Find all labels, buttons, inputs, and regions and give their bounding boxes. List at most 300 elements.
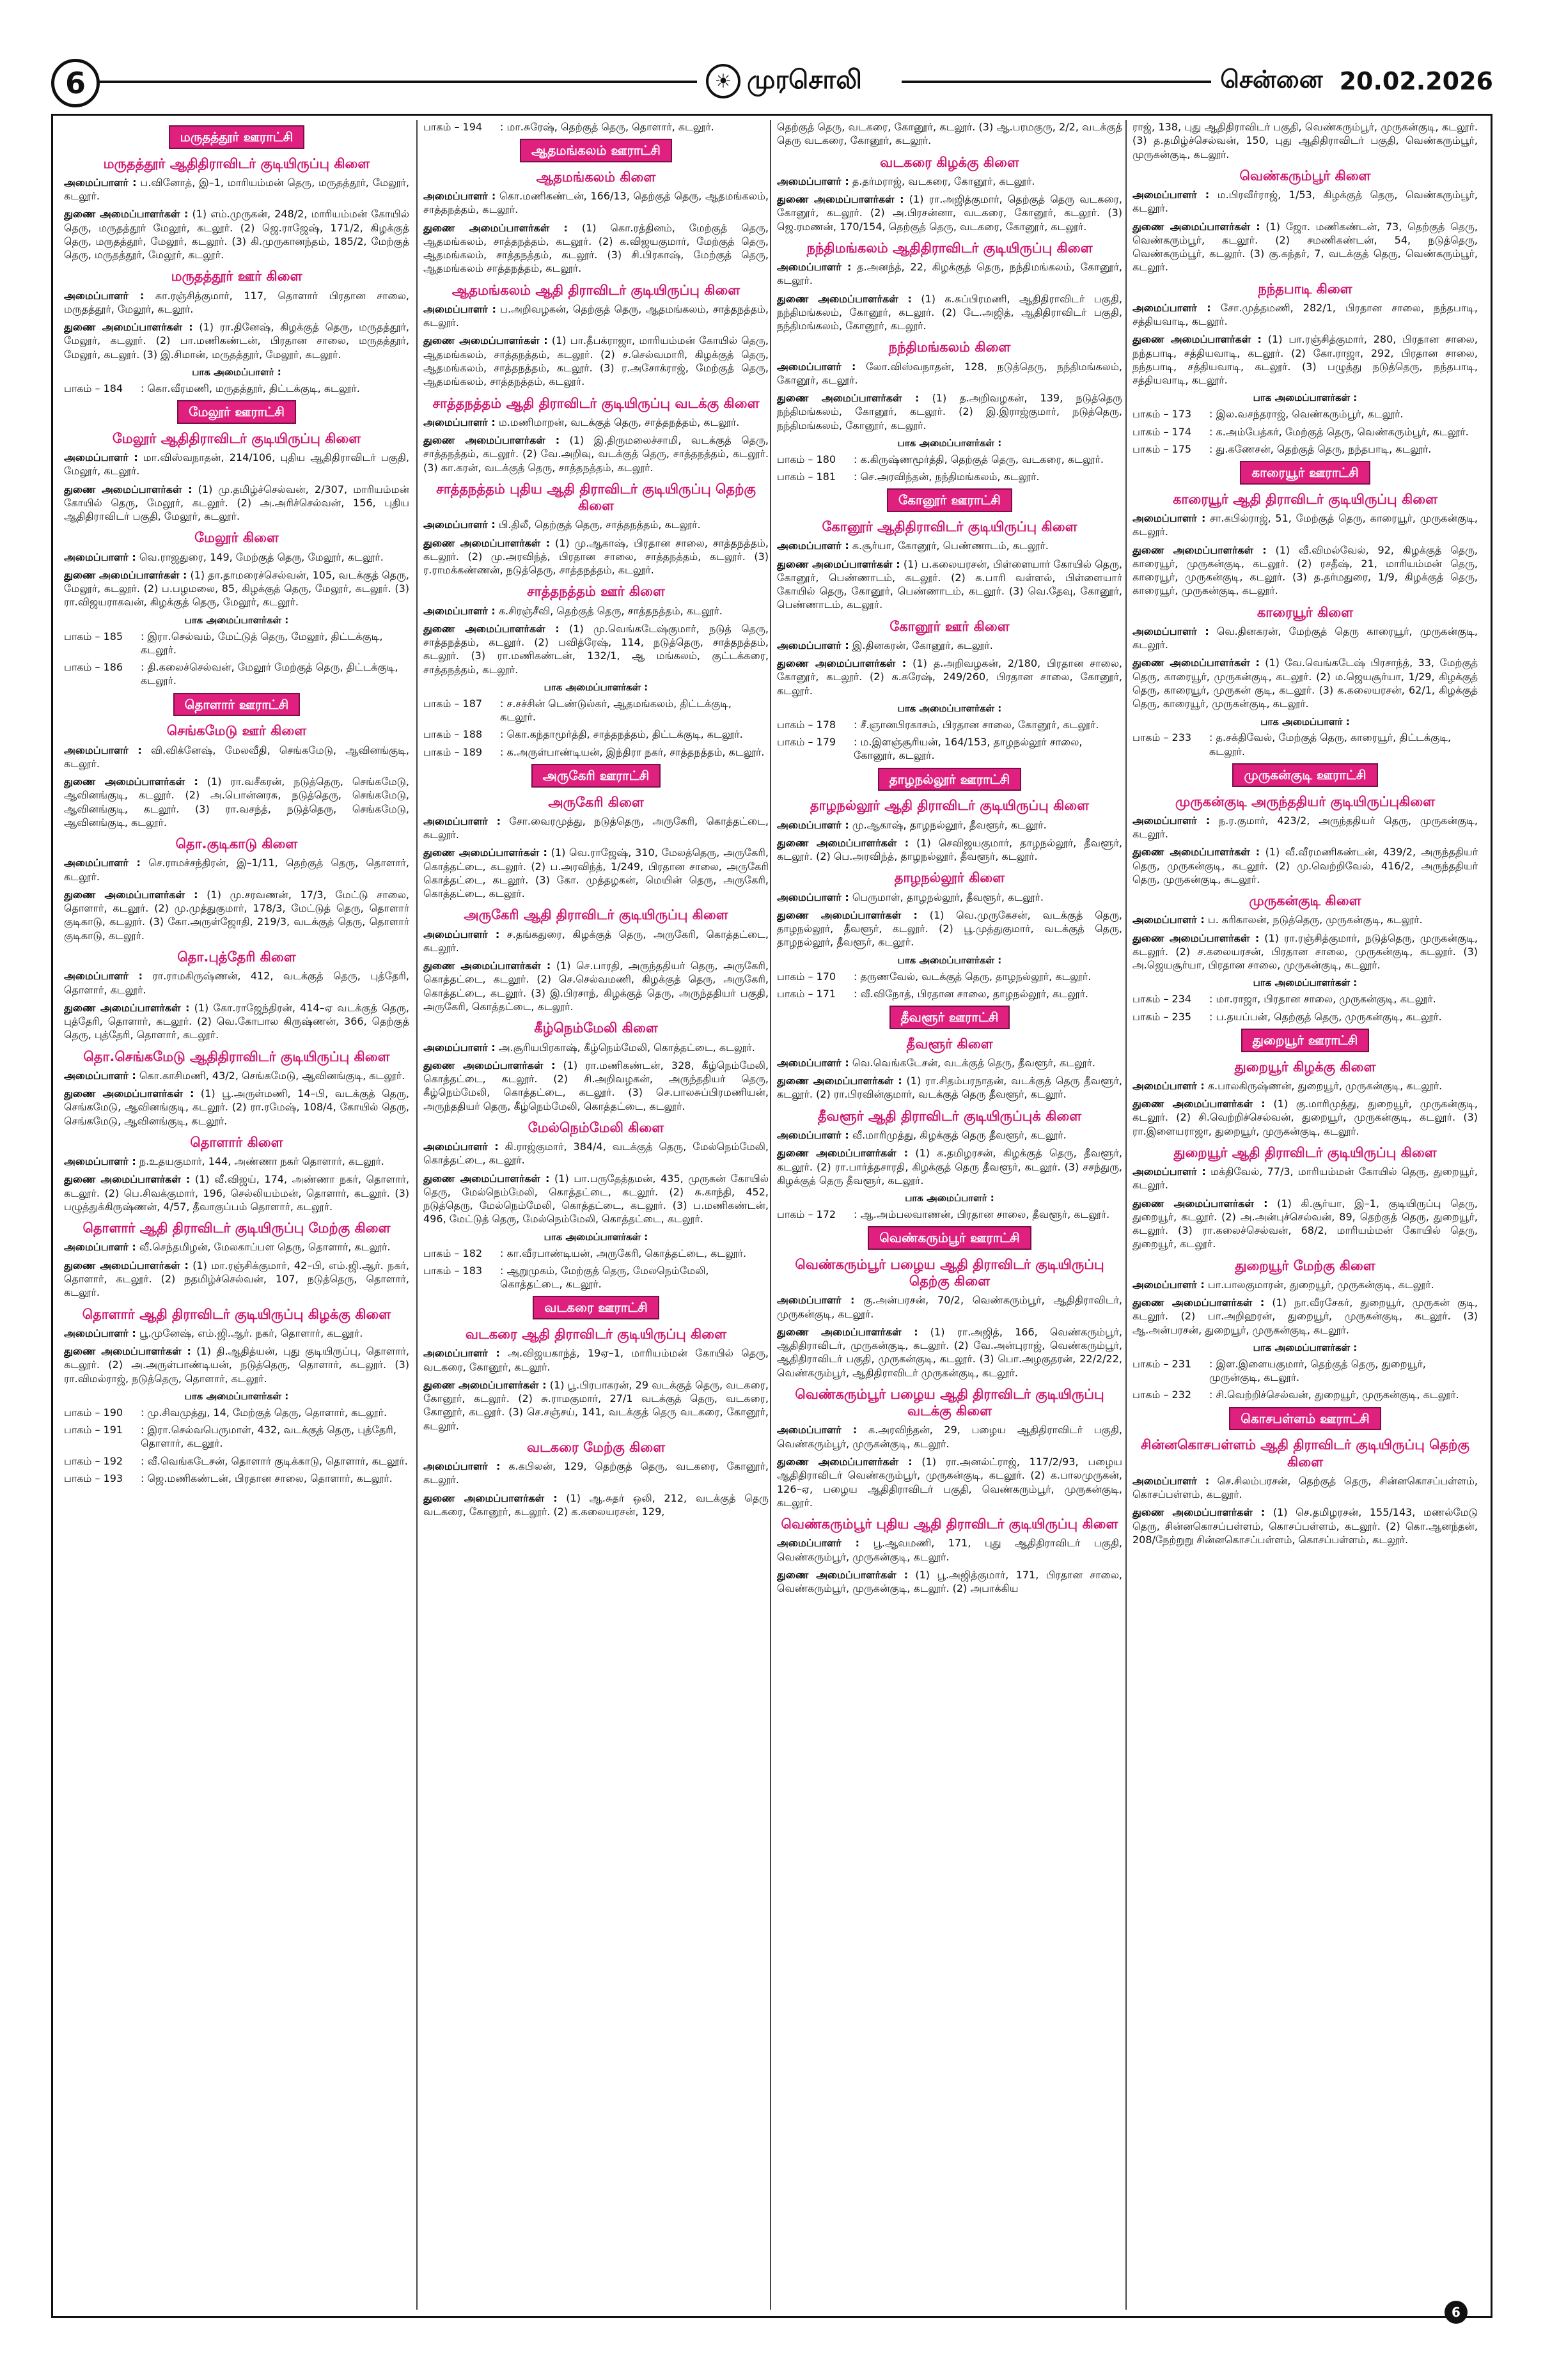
booth-number: பாகம் – 182	[423, 1247, 483, 1259]
role-label: துணை அமைப்பாளர்கள் :	[64, 208, 189, 221]
member-details: செ.சிலம்பரசன், தெற்குத் தெரு, சின்னகொசப்பள்ளம், கொசப்பள்ளம், கடலூர்.	[1132, 1474, 1478, 1501]
member-details: (1) கொ.ரத்தினம், மேற்குத் தெரு, ஆதமங்கலம், சாத்தநத்தம், கடலூர். (2) க.விஜயகுமார், மேற்குத் தெரு, ஆதமங்கலம், சாத்தநத்தம், கடலூர். (3) சி.பிரகாஷ், மேற்குத் தெரு, ஆதமங்கலம் சாத்தநத்தம், கடலூர்.	[423, 221, 769, 275]
branch-heading: செங்கமேடு ஊர் கிளை	[166, 723, 307, 739]
member-details: க.பாலகிருஷ்ணன், துறையூர், முருகன்குடி, கடலூர்.	[1204, 1079, 1443, 1092]
panchayat-badge-row	[777, 1006, 1122, 1029]
branch-heading: மருதத்தூர் ஊர் கிளை	[171, 268, 302, 284]
member-details: (1) இ.திருமலைச்சாமி, வடக்குத் தெரு, சாத்தநத்தம், கடலூர். (2) வே.அறிவு, வடக்குத் தெரு, சாத்தநத்தம், கடலூர். (3) கா.கரன், வடக்குத் தெரு, சாத்தநத்தம், கடலூர்.	[423, 434, 769, 474]
member-details: (1) ஜோ. மணிகண்டன், 73, தெற்குத் தெரு, வெண்கரும்பூர், கடலூர். (2) சமணிகண்டன், 54, நடுத்தெரு, வெண்கரும்பூர், கடலூர். (3) கு.கந்தர், 7, வடக்குத் தெரு, வெண்கரும்பூர், கடலூர்.	[1132, 220, 1478, 274]
booth-row	[64, 660, 409, 688]
member-entry	[64, 176, 409, 203]
role-label: துணை அமைப்பாளர்கள் :	[423, 1059, 556, 1071]
role-label: துணை அமைப்பாளர்கள் :	[64, 321, 193, 334]
panchayat-badge: மருதத்தூர் ஊராட்சி	[169, 125, 305, 149]
role-label: துணை அமைப்பாளர்கள் :	[777, 392, 920, 405]
member-details: த.தர்மராஜ், வடகரை, கோனூர், கடலூர்.	[849, 175, 1035, 187]
member-entry	[1132, 543, 1478, 598]
member-entry	[777, 818, 1122, 832]
member-entry	[423, 334, 769, 388]
member-entry	[1132, 332, 1478, 387]
member-details: (1) வே.வெங்கடேஷ் பிரசாந்த், 33, மேற்குத் தெரு, காரையூர், முருகன்குடி, கடலூர். (2) ம.ஜெயசூர்யா, 1/29, கிழக்குத் தெரு, காரையூர், முருகன் குடி, கடலூர். (3) க.கலையரசன், 62/1, கிழக்குத் தெரு, காரையூர், முருகன்குடி, கடலூர்.	[1132, 657, 1478, 710]
panchayat-badge: வடகரை ஊராட்சி	[533, 1296, 659, 1319]
member-details: (1) பூ.பிரபாகரன், 29 வடக்குத் தெரு, வடகரை, கோனூர், கடலூர். (2) சு.ராமகுமார், 27/1 வடக்குத் தெரு, வடகரை, கோனூர், கடலூர். (3) செ.சஞ்சய், 141, வடக்குத் தெரு வடகரை, கோனூர், கடலூர்.	[423, 1378, 769, 1432]
booth-details: : வீ.விநோத், பிரதான சாலை, தாழநல்லூர், கடலூர்.	[854, 987, 1089, 1000]
member-details: க.கபிலன், 129, தெற்குத் தெரு, வடகரை, கோனூர், கடலூர்.	[423, 1460, 769, 1486]
branch-heading: வெண்கரும்பூர் பழைய ஆதி திராவிடர் குடியிருப்பு வடக்கு கிளை	[795, 1386, 1104, 1419]
member-entry	[423, 536, 769, 577]
member-entry	[64, 1155, 409, 1168]
role-label: துணை அமைப்பாளர்கள் :	[64, 1259, 189, 1272]
branch-heading: சின்னகொசபள்ளம் ஆதி திராவிடர் குடியிருப்பு தெற்கு கிளை	[1141, 1437, 1469, 1470]
booth-row	[1132, 731, 1478, 758]
member-details: க.சிரஞ்சீவி, தெற்குத் தெரு, சாத்தநத்தம், கடலூர்.	[495, 604, 723, 617]
page-number-badge: 6	[51, 59, 100, 107]
role-label: அமைப்பாளர் :	[777, 1056, 849, 1069]
booth-row	[777, 987, 1122, 1000]
member-details: (1) பா.தீபக்ராஜா, மாரியம்மன் கோயில் தெரு, ஆதமங்கலம், சாத்தநத்தம், கடலூர். (2) ச.செல்வமாரி, கிழக்குத் தெரு, ஆதமங்கலம், சாத்தநத்தம், கடலூர். (3) ர.அசோக்ராஜ், மேற்குத் தெரு, ஆதமங்கலம், சாத்தநத்தம், கடலூர்.	[423, 334, 769, 388]
role-label: துணை அமைப்பாளர்கள் :	[64, 568, 187, 581]
branch-heading: கோனூர் ஆதிதிராவிடர் குடியிருப்பு கிளை	[822, 519, 1077, 535]
booth-row	[1132, 442, 1478, 456]
role-label: அமைப்பாளர் :	[777, 1294, 855, 1307]
member-details: லோ.விஸ்வநாதன், 128, நடுத்தெரு, நந்திமங்கலம், கோனூர், கடலூர்.	[777, 360, 1122, 386]
member-details: ம.மணிமாறன், வடக்குத் தெரு, சாத்தநத்தம், கடலூர்.	[495, 416, 740, 428]
member-entry	[64, 1326, 409, 1340]
member-details: (1) செ.பாரதி, அருந்ததியர் தெரு, அருகேரி, கொத்தட்டை, கடலூர். (2) செ.செல்வமணி, கிழக்குத் தெரு, அருகேரி, கொத்தட்டை, கடலூர். (3) இ.பிரசாந், கிழக்குத் தெரு, அருந்ததியர் பகுதி, அருகேரி, கொத்தட்டை, கடலூர்.	[423, 960, 769, 1013]
role-label: அமைப்பாளர் :	[64, 857, 141, 869]
member-entry	[777, 891, 1122, 904]
member-entry	[1132, 1079, 1478, 1093]
member-entry	[777, 1423, 1122, 1451]
member-details: (1) மு.ஆகாஷ், பிரதான சாலை, சாத்தநத்தம், கடலூர். (2) மு.அரவிந்த், பிரதான சாலை, சாத்தநத்தம், கடலூர். (3) ர.ராமக்கண்ணன், நடுத்தெரு, சாத்தநத்தம், கடலூர்.	[423, 536, 769, 577]
member-entry	[1132, 931, 1478, 972]
member-entry	[423, 433, 769, 474]
booth-section-label: பாக அமைப்பாளர்கள் :	[1253, 1341, 1358, 1353]
booth-details: : க.கிருஷ்ணமூர்த்தி, தெற்குத் தெரு, வடகரை, கடலூர்.	[854, 453, 1104, 465]
booth-row	[423, 745, 769, 759]
branch-heading: நந்திமங்கலம் கிளை	[888, 339, 1011, 355]
masthead	[51, 59, 1493, 105]
member-details: பூ.முனேஷ், எம்.ஜி.ஆர். நகர், தொளார், கடலூர்.	[136, 1326, 363, 1339]
member-entry	[777, 1568, 1122, 1596]
booth-number: பாகம் – 191	[64, 1424, 123, 1436]
booth-row	[1132, 425, 1478, 439]
member-entry	[64, 1344, 409, 1385]
role-label: துணை அமைப்பாளர்கள் :	[423, 1378, 547, 1391]
branch-heading: சாத்தநத்தம் புதிய ஆதி திராவிடர் குடியிருப்பு தெற்கு கிளை	[436, 481, 756, 514]
role-label: துணை அமைப்பாளர்கள் :	[64, 1345, 191, 1358]
booth-number: பாகம் – 179	[777, 736, 836, 749]
booth-row	[64, 1472, 409, 1485]
booth-row	[423, 727, 769, 741]
booth-details: : கா.வீரபாண்டியன், அருகேரி, கொத்தட்டை, கடலூர்.	[500, 1247, 747, 1259]
member-details: (1) எம்.முருகன், 248/2, மாரியம்மன் கோயில் தெரு, மருதத்தூர் மேலூர், கடலூர். (2) ஜெ.ராஜேஷ், 171/2, கிழக்குத் தெரு, மருதத்தூர், மேலூர், கடலூர். (3) கி.முருகானந்தம், 185/2, மேற்குத் தெரு, மருதத்தூர், மேலூர், கடலூர்.	[64, 208, 409, 261]
booth-number: பாகம் – 231	[1132, 1357, 1192, 1370]
panchayat-badge: வெண்கரும்பூர் ஊராட்சி	[868, 1226, 1031, 1250]
booth-number: பாகம் – 175	[1132, 442, 1192, 455]
branch-heading: தொளார் ஆதி திராவிடர் குடியிருப்பு மேற்கு கிளை	[82, 1220, 391, 1236]
member-details: ம.பிரவீர்ராஜ், 1/53, கிழக்குத் தெரு, வெண்கரும்பூர், கடலூர்.	[1132, 189, 1478, 215]
member-entry	[64, 483, 409, 524]
booth-row	[777, 470, 1122, 483]
member-entry	[777, 1455, 1122, 1509]
booth-section-label: பாக அமைப்பாளர்கள் :	[184, 1390, 289, 1402]
role-label: துணை அமைப்பாளர்கள் :	[1132, 846, 1260, 859]
member-entry	[1132, 1474, 1478, 1502]
panchayat-badge: அருகேரி ஊராட்சி	[531, 764, 661, 788]
member-entry	[423, 622, 769, 676]
member-entry	[777, 639, 1122, 652]
booth-row	[423, 1264, 769, 1291]
booth-number: பாகம் – 178	[777, 718, 836, 731]
member-details: ப.அறிவழகன், தெற்குத் தெரு, ஆதமங்கலம், சாத்தநத்தம், கடலூர்.	[423, 302, 769, 329]
booth-section-label: பாக அமைப்பாளர்கள் :	[897, 702, 1002, 714]
booth-number: பாகம் – 187	[423, 697, 483, 710]
member-details: வீ.செந்தமிழன், மேலகாப்பள தெரு, தொளார், கடலூர்.	[136, 1241, 391, 1254]
branch-heading: துறையூர் கிழக்கு கிளை	[1234, 1059, 1376, 1075]
member-details: கா.ரஞ்சித்குமார், 117, தொளார் பிரதான சாலை, மருதத்தூர், மேலூர், கடலூர்.	[64, 289, 409, 315]
member-details: த.அனந்த், 22, கிழக்குத் தெரு, நந்திமங்கலம், கோனூர், கடலூர்.	[777, 261, 1122, 287]
branch-heading: முருகன்குடி அருந்ததியர் குடியிருப்புகிளை	[1175, 793, 1436, 809]
panchayat-badge-row	[1132, 1029, 1478, 1052]
member-entry	[423, 1140, 769, 1167]
member-entry	[423, 221, 769, 276]
booth-number: பாகம் – 183	[423, 1264, 483, 1277]
booth-section-label: பாக அமைப்பாளர்கள் :	[544, 681, 648, 693]
role-label: அமைப்பாளர் :	[64, 176, 137, 189]
member-details: பி.திலீ, தெற்குத் தெரு, சாத்தநத்தம், கடலூர்.	[495, 518, 701, 531]
masthead-rule-right	[902, 81, 1260, 83]
panchayat-badge-row	[777, 768, 1122, 791]
column-2	[423, 120, 769, 2306]
role-label: துணை அமைப்பாளர்கள் :	[1132, 543, 1267, 556]
member-details: சோ.வைரமுத்து, நடுத்தெரு, அருகேரி, கொத்தட்டை, கடலூர்.	[423, 814, 769, 841]
member-details: இ.தினகரன், கோனூர், கடலூர்.	[849, 639, 993, 651]
member-entry	[1132, 120, 1478, 161]
member-details: (1) பா.பருதேத்தமன், 435, முருகன் கோயில் தெரு, மேல்நெம்மேலி, கொத்தட்டை, கடலூர். (2) சு.காந்தி, 452, நடுத்தெரு, மேல்நெம்மேலி, கொத்தட்டை, கடலூர். (3) ப.மணிகண்டன், 496, மேட்டுத் தெரு, மேல்நெம்மேலி, கொத்தட்டை, கடலூர்.	[423, 1172, 769, 1225]
member-details: (1) வீ.வீரமணிகண்டன், 439/2, அருந்ததியர் தெரு, முருகன்குடி, கடலூர். (2) மு.வெற்றிவேல், 416/2, அருந்ததியர் தெரு, முருகன்குடி, கடலூர்.	[1132, 846, 1478, 885]
member-details: மக்திவேல், 77/3, மாரியம்மன் கோயில் தெரு, துறையூர், கடலூர்.	[1132, 1165, 1478, 1192]
booth-row	[423, 1247, 769, 1260]
member-entry	[64, 1172, 409, 1213]
booth-details: : கொ.வீரமணி, மருதத்தூர், திட்டக்குடி, கடலூர்.	[141, 382, 360, 394]
branch-heading: கீழ்நெம்மேலி கிளை	[534, 1020, 658, 1036]
member-details: கொ.மணிகண்டன், 166/13, தெற்குத் தெரு, ஆதமங்கலம், சாத்தநத்தம், கடலூர்.	[423, 190, 769, 216]
member-details: (1) ரா.தினேஷ், கிழக்குத் தெரு, மருதத்தூர், மேலூர், கடலூர். (2) பா.மணிகண்டன், பிரதான சாலை, மருதத்தூர், மேலூர், கடலூர். (3) இ.சிமான், மருதத்தூர், மேலூர், கடலூர்.	[64, 321, 409, 361]
member-details: (1) பா.ரஞ்சித்குமார், 280, பிரதான சாலை, நந்தபாடி, சத்தியவாடி, கடலூர். (2) கோ.ராஜா, 292, பிரதான சாலை, நந்தபாடி, சத்தியவாடி, கடலூர். (3) பழுத்து நடுத்தெரு, நந்தபாடி, சத்தியவாடி, கடலூர்.	[1132, 333, 1478, 387]
member-entry	[64, 289, 409, 316]
member-details: வெ.வெங்கடேசன், வடக்குத் தெரு, தீவளூர், கடலூர்.	[849, 1056, 1095, 1069]
branch-heading: தீவளூர் ஆதி திராவிடர் குடியிருப்புக் கிளை	[817, 1108, 1082, 1124]
member-details: (1) த.அறிவழகன், 2/180, பிரதான சாலை, கோனூர், கடலூர். (2) க.சுரேஷ், 249/260, பிரதான சாலை, கோனூர், கடலூர்.	[777, 657, 1122, 697]
booth-number: பாகம் – 174	[1132, 425, 1192, 438]
member-details: (1) செவிஜயகுமார், தாழநல்லூர், தீவளூர், கடலூர். (2) பெ.அரவிந்த், தாழநல்லூர், தீவளூர், கடலூர்.	[777, 836, 1122, 863]
member-details: வி.விக்னேஷ், மேலவீதி, செங்கமேடு, ஆவினங்குடி, கடலூர்.	[64, 743, 409, 770]
role-label: துணை அமைப்பாளர்கள் :	[423, 1172, 550, 1185]
booth-row	[777, 970, 1122, 983]
member-entry	[777, 360, 1122, 387]
member-entry	[1132, 913, 1478, 926]
booth-row	[1132, 1388, 1478, 1401]
member-details: கு.அன்பரசன், 70/2, வெண்கரும்பூர், ஆதிதிராவிடர், முருகன்குடி, கடலூர்.	[777, 1294, 1122, 1320]
member-entry	[423, 814, 769, 842]
member-details: (1) ஆ.சுதர் ஒலி, 212, வடக்குத் தெரு வடகரை, கோனூர், கடலூர். (2) க.கலையரசன், 129,	[423, 1491, 769, 1518]
role-label: துணை அமைப்பாளர்கள் :	[423, 434, 560, 447]
role-label: அமைப்பாளர் :	[423, 1460, 501, 1473]
member-entry	[777, 908, 1122, 949]
booth-section-label: பாக அமைப்பாளர்கள் :	[184, 614, 289, 626]
member-entry	[1132, 1505, 1478, 1546]
branch-heading: துறையூர் மேற்கு கிளை	[1235, 1257, 1375, 1273]
panchayat-badge: காரையூர் ஊராட்சி	[1240, 461, 1370, 485]
role-label: அமைப்பாளர் :	[777, 818, 849, 831]
booth-row	[64, 1406, 409, 1419]
member-entry	[1132, 220, 1478, 274]
role-label: துணை அமைப்பாளர்கள் :	[777, 1325, 918, 1338]
branch-heading: வடகரை மேற்கு கிளை	[526, 1439, 666, 1455]
member-details: சா.கபில்ராஜ், 51, மேற்குத் தெரு, காரையூர், முருகன்குடி, கடலூர்.	[1132, 512, 1478, 538]
booth-number: பாகம் – 193	[64, 1472, 123, 1484]
panchayat-badge-row	[423, 1296, 769, 1319]
booth-details: : இரா.செல்வபெருமாள், 432, வடக்குத் தெரு, புத்தேரி, தொளார், கடலூர்.	[141, 1424, 396, 1450]
branch-heading: துறையூர் ஆதி திராவிடர் குடியிருப்பு கிளை	[1173, 1144, 1437, 1160]
role-label: அமைப்பாளர் :	[423, 302, 496, 315]
column-4	[1132, 120, 1478, 2306]
role-label: அமைப்பாளர் :	[64, 1155, 136, 1168]
booth-details: : ச.சச்சின் டெண்டுல்கர், ஆதமங்கலம், திட்டக்குடி, கடலூர்.	[500, 697, 732, 724]
role-label: அமைப்பாளர் :	[777, 360, 856, 373]
booth-details: : கொ.கந்தாமூர்த்தி, சாத்தநத்தம், திட்டக்குடி, கடலூர்.	[500, 728, 743, 741]
column-3	[777, 120, 1122, 2306]
role-label: துணை அமைப்பாளர்கள் :	[423, 846, 547, 859]
panchayat-badge: தொளார் ஊராட்சி	[173, 693, 301, 717]
booth-details: : த.சக்திவேல், மேற்குத் தெரு, காரையூர், திட்டக்குடி, கடலூர்.	[1209, 731, 1452, 758]
member-details: (1) த.அறிவழகன், 139, நடுத்தெரு நந்திமங்கலம், கோனூர், கடலூர். (2) இ.இராஜ்குமார், நடுத்தெரு, நந்திமங்கலம், கோனூர், கடலூர்.	[777, 392, 1122, 432]
issue-date: 20.02.2026	[1339, 67, 1493, 95]
role-label: அமைப்பாளர் :	[64, 743, 142, 756]
member-entry	[64, 969, 409, 997]
member-details: (1) நா.வீரசேகர், துறையூர், முருகன் குடி, கடலூர். (2) பா.அறிஹரன், துறையூர், முருகன்குடி, கடலூர். (3) ஆ.அன்பரசன், துறையூர், முருகன்குடி, கடலூர்.	[1132, 1296, 1478, 1336]
role-label: துணை அமைப்பாளர்கள் :	[64, 1001, 190, 1014]
panchayat-badge-row	[64, 400, 409, 424]
member-entry	[1132, 188, 1478, 215]
member-entry	[64, 451, 409, 478]
member-entry	[423, 846, 769, 900]
booth-details: : மா.ராஜா, பிரதான சாலை, முருகன்குடி, கடலூர்.	[1209, 993, 1436, 1006]
booth-details: : க.அம்பேத்கர், மேற்குத் தெரு, வெண்கரும்பூர், கடலூர்.	[1209, 425, 1469, 438]
booth-section-label: பாக அமைப்பாளர் :	[1260, 715, 1350, 727]
member-entry	[64, 775, 409, 829]
booth-details: : ஆ.அம்பலவாணன், பிரதான சாலை, தீவளூர், கடலூர்.	[854, 1208, 1110, 1220]
member-details: (1) ரா.மணிகண்டன், 328, கீழ்நெம்மேலி, கொத்தட்டை, கடலூர். (2) சி.அறிவழகன், அருந்ததியர் தெரு, கீழ்நெம்மேலி, கொத்தட்டை, கடலூர். (3) செ.பாலசுப்பிரமணியன், அருந்ததியர் தெரு, கீழ்நெம்மேலி, கொத்தட்டை, கடலூர்.	[423, 1059, 769, 1112]
role-label: அமைப்பாளர் :	[1132, 914, 1205, 926]
role-label: துணை அமைப்பாளர்கள் :	[1132, 1098, 1265, 1110]
role-label: துணை அமைப்பாளர்கள் :	[1132, 333, 1262, 346]
panchayat-badge: கொசபள்ளம் ஊராட்சி	[1229, 1407, 1381, 1431]
branch-heading: அருகேரி ஆதி திராவிடர் குடியிருப்பு கிளை	[464, 907, 728, 923]
booth-details: : இல.வசந்தராஜ், வெண்கரும்பூர், கடலூர்.	[1209, 408, 1404, 421]
role-label: அமைப்பாளர் :	[777, 639, 849, 651]
panchayat-badge: கோனூர் ஊராட்சி	[887, 488, 1012, 512]
role-label: அமைப்பாளர் :	[1132, 1165, 1206, 1178]
member-details: ப. சுரிகாலன், நடுத்தெரு, முருகன்குடி, கடலூர்.	[1204, 914, 1423, 926]
member-details: (1) வெ.ராஜேஷ், 310, மேலத்தெரு, அருகேரி, கொத்தட்டை, கடலூர். (2) ப.அரவிந்த், 1/249, பிரதான சாலை, அருகேரி கொத்தட்டை, கடலூர். (3) கோ. முத்தழகன், மெயின் தெரு, அருகேரி, கொத்தட்டை, கடலூர்.	[423, 846, 769, 900]
booth-number: பாகம் – 233	[1132, 731, 1192, 744]
booth-details: : மு.சிவமுத்து, 14, மேற்குத் தெரு, தொளார், கடலூர்.	[141, 1406, 388, 1419]
panchayat-badge-row	[1132, 763, 1478, 787]
role-label: துணை அமைப்பாளர்கள் :	[423, 334, 548, 347]
member-details: (1) வெ.முருகேசன், வடக்குத் தெரு, தாழநல்லூர், தீவளூர், கடலூர். (2) பூ.முத்துகுமார், வடக்குத் தெரு, தாழநல்லூர், தீவளூர், கடலூர்.	[777, 908, 1122, 949]
member-entry	[64, 550, 409, 564]
booth-number: பாகம் – 184	[64, 382, 123, 394]
member-entry	[1132, 656, 1478, 710]
member-details: வெ.தினகரன், மேற்குத் தெரு காரையூர், முருகன்குடி, கடலூர்.	[1132, 625, 1478, 651]
newspaper-title	[697, 60, 871, 102]
panchayat-badge-row	[1132, 461, 1478, 485]
panchayat-badge: துறையூர் ஊராட்சி	[1241, 1029, 1370, 1052]
branch-heading: வடகரை ஆதி திராவிடர் குடியிருப்பு கிளை	[465, 1326, 727, 1342]
booth-number: பாகம் – 192	[64, 1454, 123, 1467]
branch-heading: வெண்கரும்பூர் கிளை	[1239, 167, 1371, 183]
role-label: அமைப்பாளர் :	[777, 540, 849, 552]
role-label: துணை அமைப்பாளர்கள் :	[1132, 931, 1260, 944]
member-entry	[777, 557, 1122, 612]
member-entry	[1132, 1165, 1478, 1192]
member-details: (1) ரா.அஜித்குமார், தெற்குத் தெரு வடகரை, கோனூர், கடலூர். (2) அ.பிரசன்னா, வடகரை, கோனூர், கடலூர். (3) ஜெ.ரமணன், 170/154, தெற்குத் தெரு, வடகரை, கோனூர், கடலூர்.	[777, 193, 1122, 233]
member-details: பெருமாள், தாழநல்லூர், தீவளூர், கடலூர்.	[849, 891, 1044, 903]
member-entry	[777, 1536, 1122, 1564]
member-details: (1) க.சுப்பிரமணி, ஆதிதிராவிடர் பகுதி, நந்திமங்கலம், கோனூர், கடலூர். (2) டே.அஜித், ஆதிதிராவிடர் பகுதி, நந்திமங்கலம், கோனூர், கடலூர்.	[777, 292, 1122, 332]
panchayat-badge-row	[64, 693, 409, 717]
branch-heading: காரையூர் கிளை	[1257, 604, 1354, 620]
member-entry	[64, 888, 409, 942]
member-entry	[423, 1041, 769, 1054]
member-details: பா.பாலகுமாரன், துறையூர், முருகன்குடி, கடலூர்.	[1204, 1278, 1434, 1291]
member-details: செ.ராமச்சந்திரன், இ–1/11, தெற்குத் தெரு, தொளார், கடலூர்.	[64, 857, 409, 883]
branch-heading: தொ.செங்கமேடு ஆதிதிராவிடர் குடியிருப்பு கிளை	[83, 1048, 390, 1064]
member-details: சோ.முத்தமணி, 282/1, பிரதான சாலை, நந்தபாடி, சத்தியவாடி, கடலூர்.	[1132, 301, 1478, 328]
member-entry	[423, 1059, 769, 1113]
member-details: (1) ப.கலையரசன், பிள்ளையார் கோயில் தெரு, கோனூர், பெண்ணாடம், கடலூர். (2) க.பாரி வள்ளல், பிள்ளையார் கோயில் தெரு, கோனூர், பெண்ணாடம், கடலூர். (3) வெ.தேவு, கோனூர், பெண்ணாடம், கடலூர்.	[777, 557, 1122, 611]
member-details: (1) கு.மாரிமுத்து, துறையூர், முருகன்குடி, கடலூர். (2) சி.வெற்றிச்செல்வன், துறையூர், முருகன்குடி, கடலூர். (3) ரா.இளையராஜா, துறையூர், முருகன்குடி, கடலூர்.	[1132, 1098, 1478, 1137]
branch-heading: தொளார் ஆதி திராவிடர் குடியிருப்பு கிழக்கு கிளை	[82, 1306, 391, 1322]
member-entry	[423, 416, 769, 429]
member-entry	[423, 1378, 769, 1433]
member-details: ரா.ராமகிருஷ்ணன், 412, வடக்குத் தெரு, புத்தேரி, தொளார், கடலூர்.	[64, 970, 409, 996]
member-entry	[423, 1459, 769, 1487]
member-details: (1) தி.ஆதித்யன், புது குடியிருப்பு, தொளார், கடலூர். (2) அ.அருள்பாண்டியன், நடுத்தெரு, தொளார், கடலூர். (3) ரா.விமல்ராஜ், நடுத்தெரு, தொளார், கடலூர்.	[64, 1345, 409, 1385]
booth-number: பாகம் – 190	[64, 1406, 123, 1419]
branch-heading: தொ.புத்தேரி கிளை	[177, 949, 296, 965]
booth-number: பாகம் – 173	[1132, 408, 1192, 421]
member-entry	[777, 657, 1122, 697]
member-details: ராஜ், 138, புது ஆதிதிராவிடர் பகுதி, வெண்கரும்பூர், முருகன்குடி, கடலூர். (3) த.தமிழ்ச்செல்வன், 150, புது ஆதிதிராவிடர் பகுதி, வெண்கரும்பூர், முருகன்குடி, கடலூர்.	[1132, 121, 1478, 160]
member-entry	[64, 320, 409, 361]
booth-row	[423, 697, 769, 724]
member-entry	[1132, 1097, 1478, 1138]
branch-heading: வடகரை கிழக்கு கிளை	[880, 154, 1019, 170]
member-entry	[1132, 1197, 1478, 1251]
booth-number: பாகம் – 172	[777, 1208, 836, 1220]
role-label: அமைப்பாளர் :	[423, 1347, 500, 1360]
booth-number: பாகம் – 180	[777, 453, 836, 465]
role-label: துணை அமைப்பாளர்கள் :	[1132, 220, 1260, 233]
booth-number: பாகம் – 189	[423, 745, 483, 758]
role-label: அமைப்பாளர் :	[1132, 814, 1210, 827]
booth-number: பாகம் – 194	[423, 121, 483, 133]
role-label: அமைப்பாளர் :	[777, 1537, 860, 1550]
booth-row	[64, 630, 409, 657]
role-label: அமைப்பாளர் :	[64, 1069, 136, 1082]
member-details: (1) ரா.சிதம்பரநாதன், வடக்குத் தெரு தீவளூர், கடலூர். (2) ரா.பிரவின்குமார், வடக்குத் தெரு தீவளூர், கடலூர்.	[777, 1075, 1122, 1101]
member-entry	[423, 518, 769, 531]
role-label: அமைப்பாளர் :	[1132, 512, 1206, 525]
role-label: அமைப்பாளர் :	[777, 891, 849, 903]
panchayat-badge: ஆதமங்கலம் ஊராட்சி	[520, 139, 672, 162]
member-entry	[1132, 814, 1478, 841]
member-details: (1) ரா.வசீகரன், நடுத்தெரு, செங்கமேடு, ஆவினங்குடி, கடலூர். (2) அ.பொன்னரசு, நடுத்தெரு, செங்கமேடு, ஆவினங்குடி, கடலூர். (3) ரா.வசந்த், நடுத்தெரு, செங்கமேடு, ஆவினங்குடி, கடலூர்.	[64, 775, 409, 828]
branch-heading: மேல்நெம்மேலி கிளை	[528, 1119, 664, 1135]
column-separator	[1125, 120, 1127, 2310]
role-label: துணை அமைப்பாளர்கள் :	[777, 292, 912, 305]
booth-section-label: பாக அமைப்பாளர்கள் :	[544, 1231, 648, 1243]
booth-section-label: பாக அமைப்பாளர்கள் :	[897, 954, 1002, 966]
member-entry	[777, 1293, 1122, 1321]
role-label: அமைப்பாளர் :	[423, 416, 496, 428]
booth-row	[1132, 992, 1478, 1006]
member-entry	[423, 1491, 769, 1519]
panchayat-badge-row	[423, 764, 769, 788]
role-label: துணை அமைப்பாளர்கள் :	[777, 1075, 902, 1087]
branch-heading: மேலூர் ஆதிதிராவிடர் குடியிருப்பு கிளை	[112, 430, 361, 446]
booth-details: : இரா.செல்வம், மேட்டுத் தெரு, மேலூர், திட்டக்குடி, கடலூர்.	[141, 630, 383, 656]
panchayat-badge-row	[777, 488, 1122, 512]
role-label: துணை அமைப்பாளர்கள் :	[777, 1147, 908, 1160]
role-label: அமைப்பாளர் :	[777, 1424, 858, 1436]
branch-heading: மருதத்தூர் ஆதிதிராவிடர் குடியிருப்பு கிளை	[103, 155, 370, 171]
member-details: அ.விஜயகாந்த், 19ஏ–1, மாரியம்மன் கோயில் தெரு, வடகரை, கோனூர், கடலூர்.	[423, 1347, 769, 1373]
member-entry	[423, 1346, 769, 1374]
member-details: ந.உதயகுமார், 144, அண்ணா நகர் தொளார், கடலூர்.	[136, 1155, 384, 1168]
member-entry	[777, 292, 1122, 333]
member-details: (1) வீ.விஜய், 174, அண்ணா நகர், தொளார், கடலூர். (2) பெ.சிவக்குமார், 196, செல்லியம்மன், தொளார், கடலூர். (3) பழுத்துக்கிருஷ்ணன், 4/57, தீவாகுப்பம் தொளார், கடலூர்.	[64, 1173, 409, 1213]
dateline	[1211, 60, 1493, 102]
member-details: வெ.ராஜதுரை, 149, மேற்குத் தெரு, மேலூர், கடலூர்.	[136, 550, 384, 563]
booth-row	[1132, 1357, 1478, 1385]
member-entry	[1132, 1278, 1478, 1291]
role-label: அமைப்பாளர் :	[1132, 1278, 1205, 1291]
member-entry	[64, 1001, 409, 1042]
member-details: (1) க.தமிழரசன், கிழக்குத் தெரு, தீவளூர், கடலூர். (2) ரா.பார்த்தசாரதி, கிழக்குத் தெரு தீவளூர், கடலூர். (3) சசந்துரு, கிழக்குத் தெரு தீவளூர், கடலூர்.	[777, 1147, 1122, 1186]
booth-number: பாகம் – 171	[777, 987, 836, 1000]
booth-details: : செ.அரவிந்தன், நந்திமங்கலம், கடலூர்.	[854, 471, 1040, 483]
booth-row	[1132, 407, 1478, 421]
member-entry	[777, 120, 1122, 148]
role-label: துணை அமைப்பாளர்கள் :	[423, 536, 551, 549]
branch-heading: வெண்கரும்பூர் புதிய ஆதி திராவிடர் குடியிருப்பு கிளை	[781, 1516, 1118, 1532]
booth-number: பாகம் – 170	[777, 970, 836, 983]
role-label: அமைப்பாளர் :	[423, 1041, 496, 1054]
member-entry	[64, 1087, 409, 1128]
branch-heading: சாத்தநத்தம் ஊர் கிளை	[527, 584, 665, 600]
booth-details: : சி.வெற்றிச்செல்வன், துறையூர், முருகன்குடி, கடலூர்.	[1209, 1388, 1459, 1401]
role-label: அமைப்பாளர் :	[777, 261, 852, 274]
booth-section-label: பாக அமைப்பாளர்கள் :	[1253, 977, 1358, 989]
member-details: மு.ஆகாஷ், தாழநல்லூர், தீவளூர், கடலூர்.	[849, 818, 1047, 831]
role-label: துணை அமைப்பாளர்கள் :	[423, 221, 568, 234]
booth-row	[64, 1423, 409, 1451]
role-label: துணை அமைப்பாளர்கள் :	[777, 908, 918, 921]
